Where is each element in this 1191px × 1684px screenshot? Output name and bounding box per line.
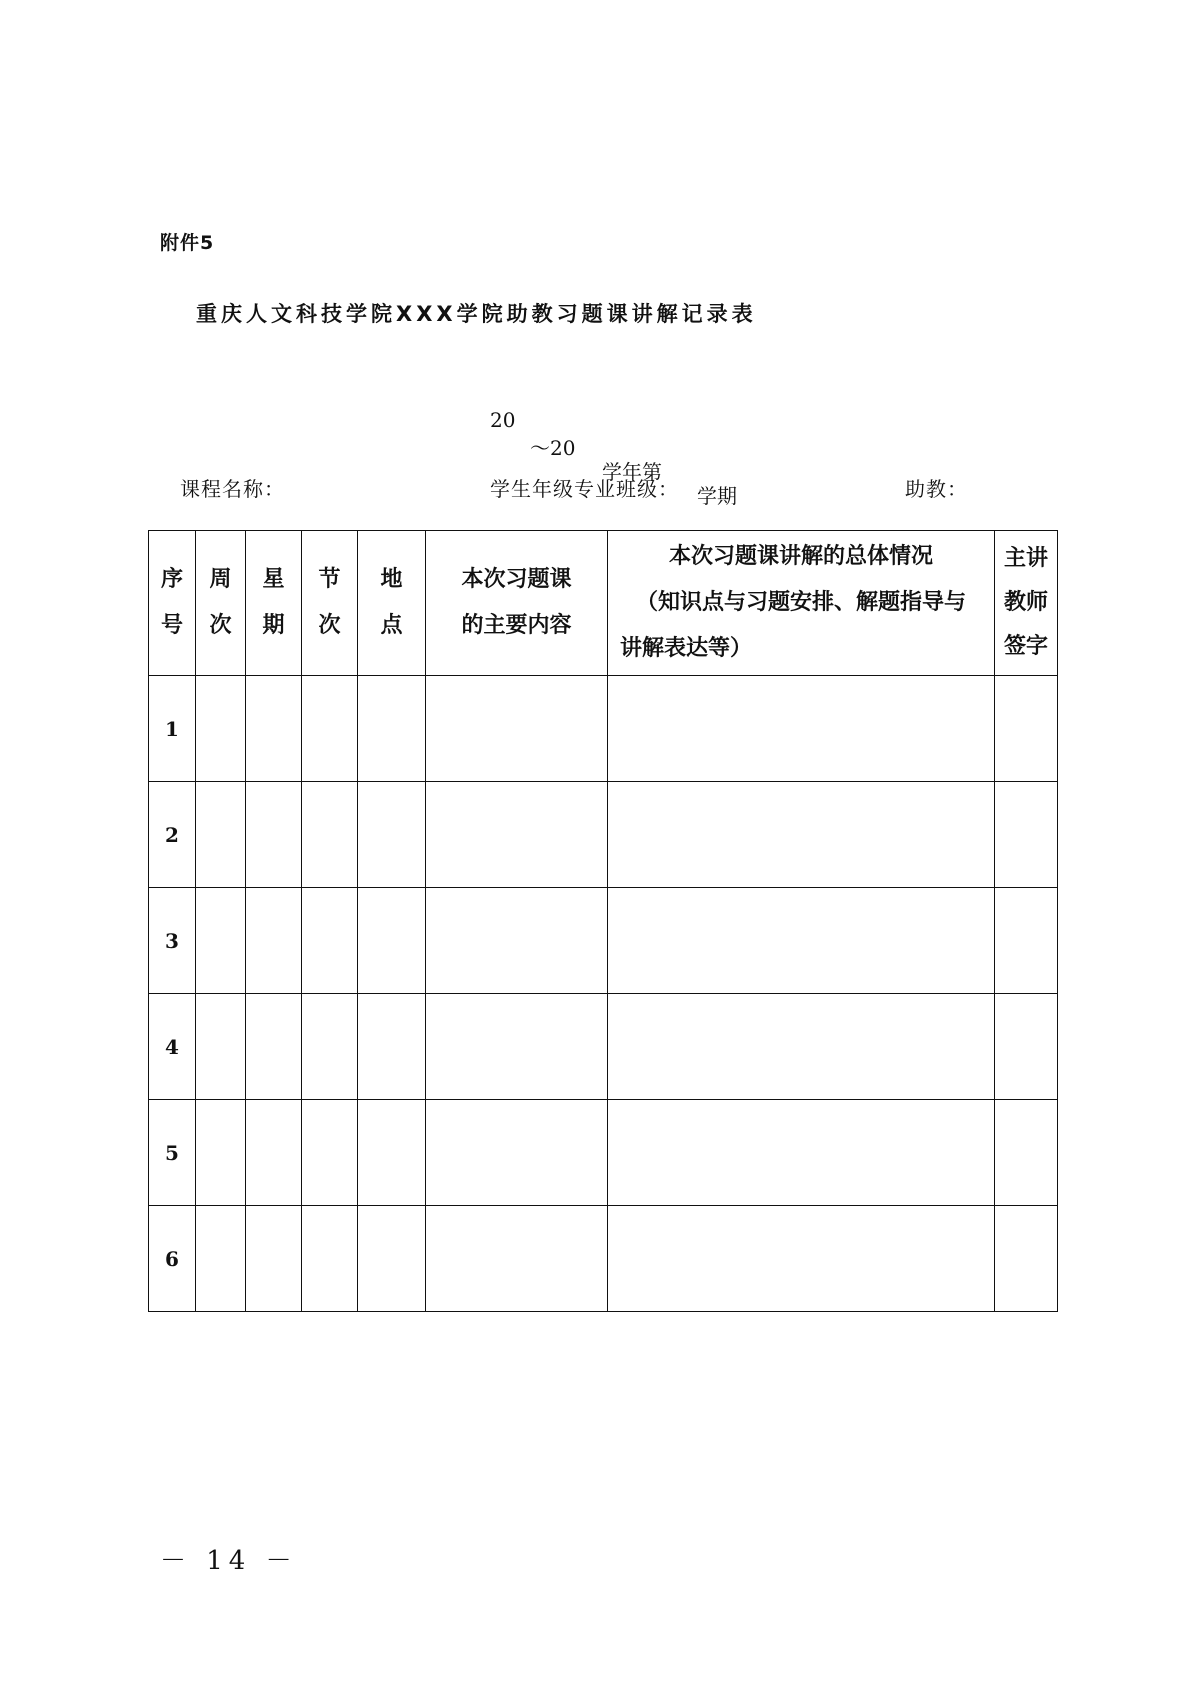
weekday-cell[interactable] (246, 888, 302, 994)
header-weekday: 星 期 (246, 531, 302, 676)
content-cell[interactable] (426, 676, 608, 782)
table-header-row (149, 531, 1058, 676)
signature-cell[interactable] (995, 782, 1058, 888)
record-table (148, 530, 1058, 1312)
weekday-cell[interactable] (246, 676, 302, 782)
table-row (149, 782, 1058, 888)
location-cell[interactable] (358, 888, 426, 994)
overall-cell[interactable] (608, 994, 995, 1100)
header-content: 本次习题课 的主要内容 (426, 531, 608, 676)
location-cell[interactable] (358, 1100, 426, 1206)
signature-cell[interactable] (995, 1100, 1058, 1206)
week-cell[interactable] (196, 994, 246, 1100)
header-week: 周 次 (196, 531, 246, 676)
weekday-cell[interactable] (246, 782, 302, 888)
class-label: 学生年级专业班级： (490, 477, 679, 501)
term-year-suffix: 学年第 (602, 460, 662, 484)
weekday-cell[interactable] (246, 994, 302, 1100)
content-cell[interactable] (426, 782, 608, 888)
row-number: 1 (149, 676, 196, 782)
location-cell[interactable] (358, 676, 426, 782)
overall-cell[interactable] (608, 1206, 995, 1312)
assistant-label: 助教： (905, 477, 968, 501)
term-start-year: 20 (490, 408, 516, 432)
week-cell[interactable] (196, 782, 246, 888)
signature-cell[interactable] (995, 888, 1058, 994)
location-cell[interactable] (358, 782, 426, 888)
week-cell[interactable] (196, 676, 246, 782)
period-cell[interactable] (302, 782, 358, 888)
overall-cell[interactable] (608, 1100, 995, 1206)
week-cell[interactable] (196, 888, 246, 994)
row-number: 3 (149, 888, 196, 994)
content-cell[interactable] (426, 1206, 608, 1312)
location-cell[interactable] (358, 1206, 426, 1312)
weekday-cell[interactable] (246, 1206, 302, 1312)
overall-cell[interactable] (608, 676, 995, 782)
signature-cell[interactable] (995, 994, 1058, 1100)
header-period: 节 次 (302, 531, 358, 676)
course-name-label: 课程名称： (180, 477, 285, 501)
header-seq: 序 号 (149, 531, 196, 676)
period-cell[interactable] (302, 888, 358, 994)
table-row (149, 888, 1058, 994)
table-row (149, 1100, 1058, 1206)
page-number: － 14 － (160, 1546, 298, 1576)
document-title: 重庆人文科技学院XXX学院助教习题课讲解记录表 (196, 302, 757, 326)
row-number: 5 (149, 1100, 196, 1206)
header-signature: 主讲 教师 签字 (995, 531, 1058, 676)
period-cell[interactable] (302, 994, 358, 1100)
attachment-label: 附件5 (160, 232, 215, 254)
signature-cell[interactable] (995, 1206, 1058, 1312)
term-semester-suffix: 学期 (697, 484, 737, 508)
table-row (149, 676, 1058, 782)
header-location: 地 点 (358, 531, 426, 676)
location-cell[interactable] (358, 994, 426, 1100)
header-overall: 本次习题课讲解的总体情况 （知识点与习题安排、解题指导与 讲解表达等） (608, 531, 995, 676)
period-cell[interactable] (302, 1100, 358, 1206)
overall-cell[interactable] (608, 888, 995, 994)
term-end-year: ～20 (530, 436, 576, 460)
period-cell[interactable] (302, 676, 358, 782)
overall-cell[interactable] (608, 782, 995, 888)
content-cell[interactable] (426, 994, 608, 1100)
row-number: 2 (149, 782, 196, 888)
signature-cell[interactable] (995, 676, 1058, 782)
row-number: 6 (149, 1206, 196, 1312)
weekday-cell[interactable] (246, 1100, 302, 1206)
table-row (149, 994, 1058, 1100)
week-cell[interactable] (196, 1100, 246, 1206)
content-cell[interactable] (426, 1100, 608, 1206)
week-cell[interactable] (196, 1206, 246, 1312)
table-row (149, 1206, 1058, 1312)
period-cell[interactable] (302, 1206, 358, 1312)
row-number: 4 (149, 994, 196, 1100)
content-cell[interactable] (426, 888, 608, 994)
